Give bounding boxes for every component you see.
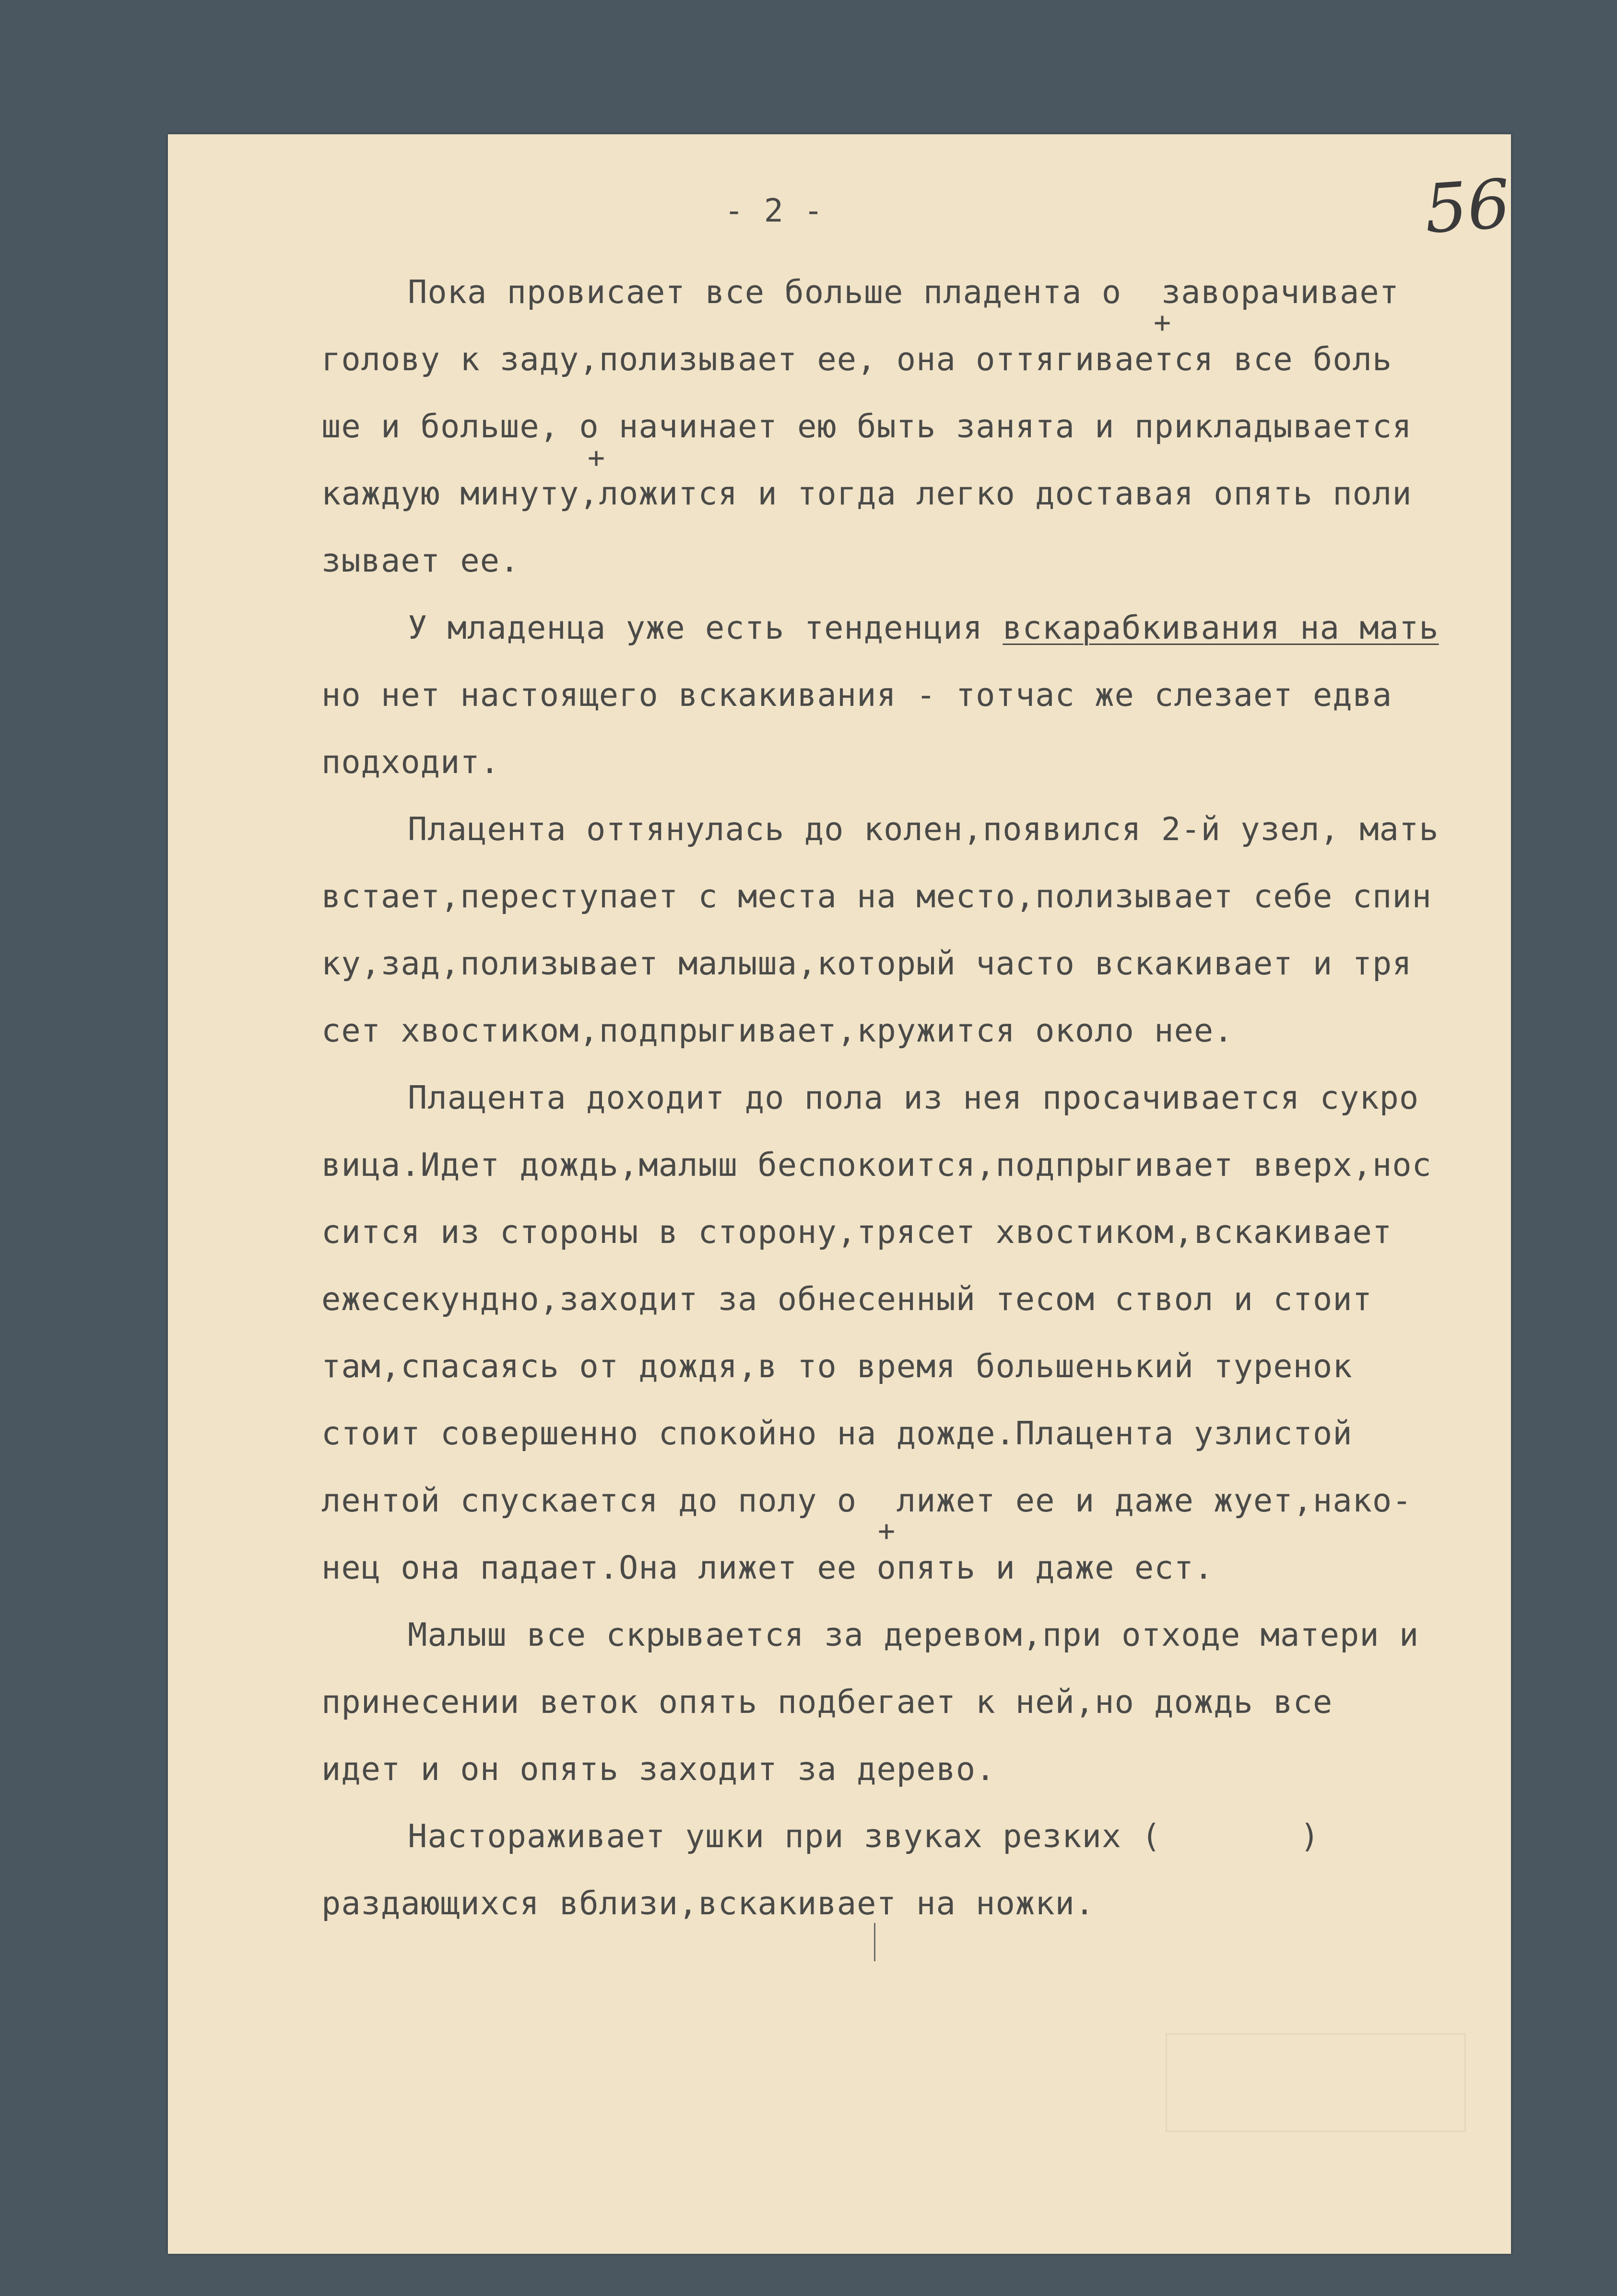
text-line: раздающихся вблизи,вскакивает на ножки.: [321, 1885, 1095, 1922]
text-line: нец она падает.Она лижет ее опять и даже ест.: [321, 1549, 1214, 1586]
text-line: Плацента доходит до пола из нея просачивается сукро: [408, 1079, 1419, 1116]
text-line: подходит.: [321, 743, 500, 781]
text-line: Плацента оттянулась до колен,появился 2-й узел, мать: [408, 810, 1439, 848]
cross-mark: +: [878, 1514, 896, 1548]
document-page: [168, 134, 1511, 2254]
text-line: Пока провисает все больше пладента о заворачивает: [408, 273, 1399, 311]
pencil-mark: [874, 1923, 875, 1961]
text-line: Малыш все скрывается за деревом,при отходе матери и: [408, 1616, 1419, 1653]
text-segment: У младенца уже есть тенденция: [408, 609, 1003, 646]
text-line: принесении веток опять подбегает к ней,но дождь все: [321, 1683, 1333, 1721]
text-line: [408, 609, 1439, 646]
text-line: там,спасаясь от дождя,в то время большенький туренок: [321, 1347, 1353, 1385]
text-line: лентой спускается до полу о лижет ее и даже жует,нако-: [321, 1482, 1412, 1519]
text-line: ежесекундно,заходит за обнесенный тесом ствол и стоит: [321, 1280, 1372, 1318]
underlined-text: вскарабкивания на мать: [1003, 609, 1439, 646]
text-line: стоит совершенно спокойно на дожде.Плацента узлистой: [321, 1415, 1353, 1452]
text-line: встает,переступает с места на место,полизывает себе спин: [321, 878, 1432, 915]
cross-mark: +: [1154, 306, 1171, 340]
text-line: зывает ее.: [321, 542, 520, 579]
text-line: ше и больше, о начинает ею быть занята и прикладывается: [321, 408, 1412, 445]
text-line: сет хвостиком,подпрыгивает,кружится около нее.: [321, 1012, 1234, 1049]
folio-number: 56: [1422, 164, 1513, 249]
cross-mark: +: [588, 441, 605, 475]
text-line: идет и он опять заходит за дерево.: [321, 1750, 996, 1788]
text-line: вица.Идет дождь,малыш беспокоится,подпрыгивает вверх,нос: [321, 1146, 1432, 1183]
text-line: голову к заду,полизывает ее, она оттягивается все боль: [321, 340, 1393, 378]
text-line: сится из стороны в сторону,трясет хвостиком,вскакивает: [321, 1213, 1393, 1251]
text-line: ку,зад,полизывает малыша,который часто вскакивает и тря: [321, 945, 1412, 982]
text-line: каждую минуту,ложится и тогда легко доставая опять поли: [321, 475, 1412, 512]
text-line: Настораживает ушки при звуках резких ( ): [408, 1817, 1320, 1855]
text-line: но нет настоящего вскакивания - тотчас же слезает едва: [321, 676, 1393, 714]
archive-stamp: [1166, 2033, 1466, 2132]
page-number: - 2 -: [724, 192, 824, 229]
